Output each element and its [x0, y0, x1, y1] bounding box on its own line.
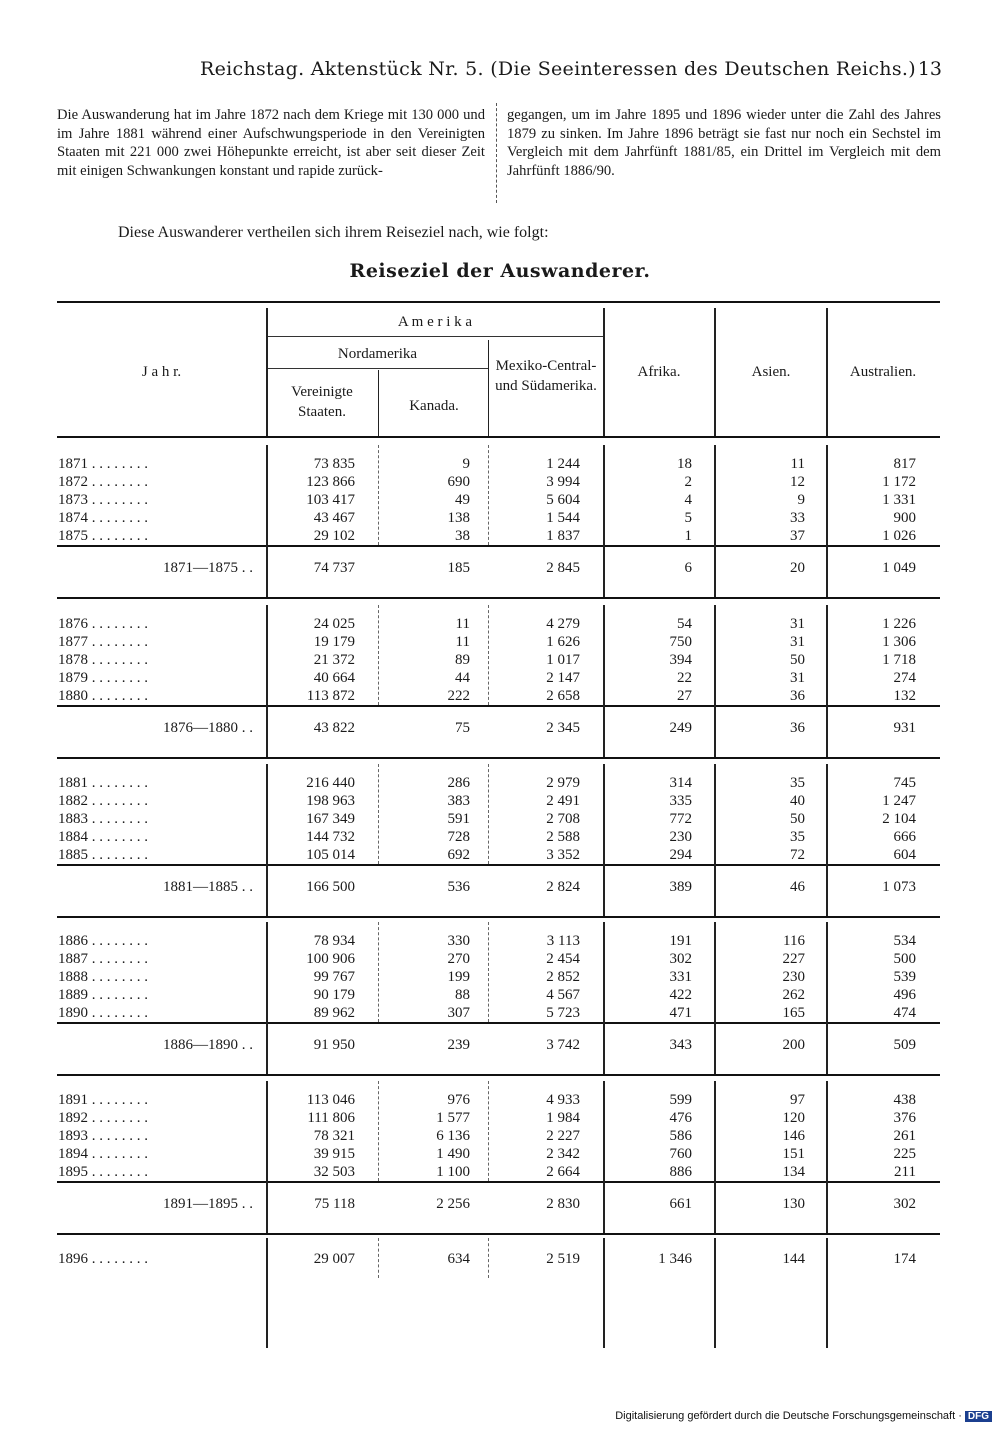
cell-mexico: 3 113 — [546, 933, 580, 949]
cell-mexico: 2 227 — [546, 1128, 580, 1144]
cell-canada: 536 — [447, 879, 470, 895]
cell-mexico: 2 342 — [546, 1146, 580, 1162]
body-vrule — [714, 605, 716, 757]
cell-asia: 12 — [790, 474, 805, 490]
final-vrule — [603, 1238, 605, 1348]
cell-usa: 21 372 — [313, 652, 355, 668]
cell-asia: 37 — [790, 528, 805, 544]
summary-rule — [57, 1181, 940, 1183]
cell-usa: 167 349 — [306, 811, 355, 827]
cell-canada: 690 — [447, 474, 470, 490]
cell-canada: 1 490 — [436, 1146, 470, 1162]
cell-asia: 134 — [782, 1164, 805, 1180]
cell-canada: 199 — [447, 969, 470, 985]
year-label: 1877 . . . . . . . . — [58, 634, 148, 650]
cell-africa: 394 — [669, 652, 692, 668]
cell-africa: 314 — [669, 775, 692, 791]
cell-asia: 97 — [790, 1092, 805, 1108]
cell-africa: 750 — [669, 634, 692, 650]
cell-canada: 88 — [455, 987, 470, 1003]
north-america-underline — [266, 368, 489, 369]
cell-australia: 261 — [893, 1128, 916, 1144]
body-vrule-dashed — [488, 445, 489, 545]
body-vrule — [714, 764, 716, 916]
cell-usa: 90 179 — [313, 987, 355, 1003]
cell-africa: 760 — [669, 1146, 692, 1162]
cell-asia: 50 — [790, 652, 805, 668]
cell-usa: 75 118 — [314, 1196, 355, 1212]
cell-australia: 1 172 — [882, 474, 916, 490]
cell-canada: 1 577 — [436, 1110, 470, 1126]
cell-canada: 270 — [447, 951, 470, 967]
body-vrule-dashed — [488, 764, 489, 864]
cell-usa: 43 467 — [313, 510, 355, 526]
cell-mexico: 3 742 — [546, 1037, 580, 1053]
summary-rule — [57, 864, 940, 866]
cell-usa: 19 179 — [313, 634, 355, 650]
body-vrule — [603, 445, 605, 597]
cell-canada: 9 — [462, 456, 470, 472]
header-bottom-rule — [57, 436, 940, 438]
cell-australia: 132 — [893, 688, 916, 704]
cell-asia: 165 — [782, 1005, 805, 1021]
body-vrule — [826, 605, 828, 757]
cell-usa: 123 866 — [306, 474, 355, 490]
year-label: 1888 . . . . . . . . — [58, 969, 148, 985]
final-vrule — [826, 1238, 828, 1348]
paragraph-left: Die Auswanderung hat im Jahre 1872 nach dem Kriege mit 130 000 und im Jahre 1881 während einer Aufschwungsperiode in den Vereinigten Staaten mit 221 000 zwei Höhepunkte erreicht, ist aber seit dieser Zeit mit einigen Schwankungen konstant und rapide zurück- — [57, 107, 485, 179]
cell-africa: 2 — [684, 474, 692, 490]
cell-canada: 6 136 — [436, 1128, 470, 1144]
footer-credit — [615, 1410, 992, 1422]
cell-usa: 29 102 — [313, 528, 355, 544]
body-vrule — [603, 922, 605, 1074]
body-vrule — [714, 445, 716, 597]
cell-canada: 75 — [455, 720, 470, 736]
cell-mexico: 2 664 — [546, 1164, 580, 1180]
cell-mexico: 5 604 — [546, 492, 580, 508]
cell-asia: 227 — [782, 951, 805, 967]
year-label: 1882 . . . . . . . . — [58, 793, 148, 809]
cell-mexico: 2 708 — [546, 811, 580, 827]
cell-asia: 31 — [790, 634, 805, 650]
year-label: 1893 . . . . . . . . — [58, 1128, 148, 1144]
footer-text: Digitalisierung gefördert durch die Deutsche Forschungsgemeinschaft · — [615, 1410, 962, 1422]
cell-mexico: 1 837 — [546, 528, 580, 544]
cell-africa: 22 — [677, 670, 692, 686]
cell-australia: 1 247 — [882, 793, 916, 809]
cell-africa: 389 — [669, 879, 692, 895]
body-vrule — [826, 764, 828, 916]
cell-asia: 33 — [790, 510, 805, 526]
cell-canada: 138 — [447, 510, 470, 526]
cell-africa: 661 — [669, 1196, 692, 1212]
cell-australia: 931 — [893, 720, 916, 736]
year-label: 1886 . . . . . . . . — [58, 933, 148, 949]
cell-australia: 1 026 — [882, 528, 916, 544]
cell-usa: 32 503 — [313, 1164, 355, 1180]
cell-usa: 24 025 — [313, 616, 355, 632]
body-vrule-dashed — [488, 605, 489, 705]
cell-australia: 745 — [893, 775, 916, 791]
header-mexico: Mexiko-Central- und Südamerika. — [495, 358, 597, 394]
year-label: 1896 . . . . . . . . — [58, 1251, 148, 1267]
cell-canada: 44 — [455, 670, 470, 686]
cell-mexico: 1 984 — [546, 1110, 580, 1126]
year-label: 1889 . . . . . . . . — [58, 987, 148, 1003]
year-label: 1881 . . . . . . . . — [58, 775, 148, 791]
cell-australia: 539 — [893, 969, 916, 985]
cell-australia: 211 — [894, 1164, 916, 1180]
body-vrule — [266, 605, 268, 757]
cell-asia: 262 — [782, 987, 805, 1003]
cell-usa: 99 767 — [313, 969, 355, 985]
cell-mexico: 2 519 — [546, 1251, 580, 1267]
cell-africa: 249 — [669, 720, 692, 736]
cell-asia: 20 — [790, 560, 805, 576]
cell-mexico: 3 352 — [546, 847, 580, 863]
summary-year-label: 1886—1890 . . — [163, 1037, 253, 1053]
cell-mexico: 2 658 — [546, 688, 580, 704]
year-label: 1885 . . . . . . . . — [58, 847, 148, 863]
cell-asia: 151 — [782, 1146, 805, 1162]
header-year: J a h r. — [141, 364, 182, 380]
cell-canada: 89 — [455, 652, 470, 668]
summary-rule — [57, 705, 940, 707]
cell-asia: 146 — [782, 1128, 805, 1144]
cell-asia: 46 — [790, 879, 805, 895]
cell-mexico: 1 017 — [546, 652, 580, 668]
cell-australia: 2 104 — [882, 811, 916, 827]
cell-canada: 2 256 — [436, 1196, 470, 1212]
cell-asia: 40 — [790, 793, 805, 809]
cell-canada: 692 — [447, 847, 470, 863]
final-vrule — [714, 1238, 716, 1348]
cell-australia: 474 — [893, 1005, 916, 1021]
cell-asia: 130 — [782, 1196, 805, 1212]
cell-usa: 105 014 — [306, 847, 355, 863]
summary-year-label: 1876—1880 . . — [163, 720, 253, 736]
cell-australia: 900 — [893, 510, 916, 526]
cell-asia: 230 — [782, 969, 805, 985]
cell-australia: 496 — [893, 987, 916, 1003]
table-top-rule — [57, 301, 940, 303]
cell-africa: 294 — [669, 847, 692, 863]
body-vrule — [603, 605, 605, 757]
cell-africa: 1 — [684, 528, 692, 544]
body-vrule-dashed — [488, 922, 489, 1022]
cell-africa: 331 — [669, 969, 692, 985]
cell-usa: 39 915 — [313, 1146, 355, 1162]
summary-rule — [57, 1022, 940, 1024]
cell-usa: 100 906 — [306, 951, 355, 967]
year-label: 1880 . . . . . . . . — [58, 688, 148, 704]
year-label: 1876 . . . . . . . . — [58, 616, 148, 632]
cell-australia: 225 — [893, 1146, 916, 1162]
body-vrule — [266, 1081, 268, 1233]
cell-mexico: 1 544 — [546, 510, 580, 526]
cell-africa: 772 — [669, 811, 692, 827]
cell-usa: 113 872 — [306, 688, 355, 704]
cell-australia: 174 — [893, 1251, 916, 1267]
cell-africa: 343 — [669, 1037, 692, 1053]
cell-australia: 534 — [893, 933, 916, 949]
cell-mexico: 2 491 — [546, 793, 580, 809]
cell-usa: 78 934 — [313, 933, 355, 949]
body-vrule — [603, 764, 605, 916]
cell-africa: 335 — [669, 793, 692, 809]
year-label: 1890 . . . . . . . . — [58, 1005, 148, 1021]
cell-usa: 103 417 — [306, 492, 355, 508]
cell-mexico: 3 994 — [546, 474, 580, 490]
cell-africa: 6 — [684, 560, 692, 576]
cell-asia: 50 — [790, 811, 805, 827]
cell-asia: 144 — [782, 1251, 805, 1267]
cell-mexico: 2 588 — [546, 829, 580, 845]
cell-africa: 302 — [669, 951, 692, 967]
cell-asia: 36 — [790, 688, 805, 704]
cell-africa: 586 — [669, 1128, 692, 1144]
cell-mexico: 2 979 — [546, 775, 580, 791]
year-label: 1874 . . . . . . . . — [58, 510, 148, 526]
summary-year-label: 1871—1875 . . — [163, 560, 253, 576]
cell-usa: 43 822 — [313, 720, 355, 736]
cell-australia: 1 226 — [882, 616, 916, 632]
body-vrule-dashed — [378, 1081, 379, 1181]
cell-usa: 144 732 — [306, 829, 355, 845]
cell-asia: 11 — [790, 456, 805, 472]
body-vrule — [266, 764, 268, 916]
final-vrule-dashed — [488, 1238, 489, 1278]
cell-australia: 1 718 — [882, 652, 916, 668]
cell-usa: 89 962 — [313, 1005, 355, 1021]
cell-canada: 185 — [447, 560, 470, 576]
dfg-logo: DFG — [965, 1411, 992, 1422]
group-separator-rule — [57, 757, 940, 759]
cell-canada: 307 — [447, 1005, 470, 1021]
year-label: 1891 . . . . . . . . — [58, 1092, 148, 1108]
cell-canada: 239 — [447, 1037, 470, 1053]
cell-australia: 817 — [893, 456, 916, 472]
cell-africa: 5 — [684, 510, 692, 526]
cell-australia: 1 073 — [882, 879, 916, 895]
america-underline — [266, 336, 604, 337]
year-label: 1872 . . . . . . . . — [58, 474, 148, 490]
cell-asia: 36 — [790, 720, 805, 736]
cell-canada: 49 — [455, 492, 470, 508]
cell-africa: 18 — [677, 456, 692, 472]
cell-asia: 116 — [783, 933, 805, 949]
cell-africa: 230 — [669, 829, 692, 845]
cell-usa: 216 440 — [306, 775, 355, 791]
cell-asia: 200 — [782, 1037, 805, 1053]
cell-australia: 666 — [893, 829, 916, 845]
cell-canada: 383 — [447, 793, 470, 809]
table-title: Reiseziel der Auswanderer. — [349, 260, 651, 282]
cell-canada: 330 — [447, 933, 470, 949]
cell-mexico: 2 852 — [546, 969, 580, 985]
body-vrule — [826, 445, 828, 597]
year-label: 1875 . . . . . . . . — [58, 528, 148, 544]
cell-africa: 1 346 — [658, 1251, 692, 1267]
cell-mexico: 4 279 — [546, 616, 580, 632]
column-divider — [496, 103, 497, 203]
cell-mexico: 2 845 — [546, 560, 580, 576]
intro-sentence: Diese Auswanderer vertheilen sich ihrem Reiseziel nach, wie folgt: — [118, 224, 549, 241]
header-america: A m e r i k a — [397, 314, 473, 330]
cell-mexico: 1 244 — [546, 456, 580, 472]
year-label: 1878 . . . . . . . . — [58, 652, 148, 668]
summary-year-label: 1881—1885 . . — [163, 879, 253, 895]
cell-canada: 976 — [447, 1092, 470, 1108]
cell-canada: 11 — [455, 616, 470, 632]
summary-rule — [57, 545, 940, 547]
cell-africa: 4 — [684, 492, 692, 508]
cell-africa: 422 — [669, 987, 692, 1003]
cell-mexico: 2 454 — [546, 951, 580, 967]
header-vrule-usa — [378, 370, 379, 436]
group-separator-rule — [57, 1074, 940, 1076]
cell-canada: 634 — [447, 1251, 470, 1267]
cell-africa: 476 — [669, 1110, 692, 1126]
cell-africa: 191 — [669, 933, 692, 949]
year-label: 1871 . . . . . . . . — [58, 456, 148, 472]
final-vrule-dashed — [378, 1238, 379, 1278]
cell-mexico: 2 345 — [546, 720, 580, 736]
cell-canada: 286 — [447, 775, 470, 791]
cell-mexico: 2 147 — [546, 670, 580, 686]
cell-africa: 27 — [677, 688, 692, 704]
cell-mexico: 5 723 — [546, 1005, 580, 1021]
cell-australia: 500 — [893, 951, 916, 967]
cell-australia: 1 049 — [882, 560, 916, 576]
cell-mexico: 4 933 — [546, 1092, 580, 1108]
cell-usa: 29 007 — [313, 1251, 355, 1267]
cell-australia: 438 — [893, 1092, 916, 1108]
cell-canada: 222 — [447, 688, 470, 704]
cell-australia: 604 — [893, 847, 916, 863]
body-vrule — [714, 1081, 716, 1233]
cell-africa: 599 — [669, 1092, 692, 1108]
body-vrule — [603, 1081, 605, 1233]
body-vrule-dashed — [378, 605, 379, 705]
cell-asia: 72 — [790, 847, 805, 863]
cell-asia: 31 — [790, 616, 805, 632]
cell-usa: 78 321 — [313, 1128, 355, 1144]
page-number: 13 — [917, 58, 942, 80]
cell-usa: 166 500 — [306, 879, 355, 895]
cell-australia: 1 306 — [882, 634, 916, 650]
body-vrule-dashed — [488, 1081, 489, 1181]
summary-year-label: 1891—1895 . . — [163, 1196, 253, 1212]
cell-usa: 113 046 — [306, 1092, 355, 1108]
cell-mexico: 2 824 — [546, 879, 580, 895]
cell-asia: 120 — [782, 1110, 805, 1126]
cell-canada: 728 — [447, 829, 470, 845]
cell-africa: 471 — [669, 1005, 692, 1021]
header-africa: Afrika. — [637, 364, 681, 380]
group-separator-rule — [57, 1233, 940, 1235]
body-vrule — [826, 1081, 828, 1233]
cell-usa: 73 835 — [313, 456, 355, 472]
cell-australia: 274 — [893, 670, 916, 686]
cell-canada: 591 — [447, 811, 470, 827]
year-label: 1873 . . . . . . . . — [58, 492, 148, 508]
year-label: 1894 . . . . . . . . — [58, 1146, 148, 1162]
cell-usa: 91 950 — [313, 1037, 355, 1053]
cell-mexico: 1 626 — [546, 634, 580, 650]
year-label: 1887 . . . . . . . . — [58, 951, 148, 967]
cell-asia: 35 — [790, 775, 805, 791]
cell-asia: 31 — [790, 670, 805, 686]
cell-australia: 1 331 — [882, 492, 916, 508]
cell-canada: 1 100 — [436, 1164, 470, 1180]
cell-australia: 509 — [893, 1037, 916, 1053]
cell-africa: 54 — [677, 616, 692, 632]
year-label: 1895 . . . . . . . . — [58, 1164, 148, 1180]
year-label: 1884 . . . . . . . . — [58, 829, 148, 845]
year-label: 1883 . . . . . . . . — [58, 811, 148, 827]
body-vrule — [714, 922, 716, 1074]
running-header: Reichstag. Aktenstück Nr. 5. (Die Seeinteressen des Deutschen Reichs.) — [200, 58, 916, 80]
cell-usa: 198 963 — [306, 793, 355, 809]
cell-mexico: 4 567 — [546, 987, 580, 1003]
header-australia: Australien. — [849, 364, 917, 380]
header-usa: Vereinigte Staaten. — [291, 384, 353, 420]
cell-australia: 302 — [893, 1196, 916, 1212]
body-vrule-dashed — [378, 445, 379, 545]
group-separator-rule — [57, 597, 940, 599]
cell-usa: 74 737 — [313, 560, 355, 576]
header-asia: Asien. — [751, 364, 791, 380]
body-vrule-dashed — [378, 764, 379, 864]
header-canada: Kanada. — [409, 398, 459, 414]
header-north-america: Nordamerika — [337, 346, 418, 362]
final-vrule — [266, 1238, 268, 1348]
body-vrule — [266, 445, 268, 597]
cell-asia: 35 — [790, 829, 805, 845]
body-vrule — [826, 922, 828, 1074]
year-label: 1879 . . . . . . . . — [58, 670, 148, 686]
cell-asia: 9 — [797, 492, 805, 508]
cell-usa: 111 806 — [307, 1110, 355, 1126]
cell-mexico: 2 830 — [546, 1196, 580, 1212]
cell-canada: 11 — [455, 634, 470, 650]
body-vrule-dashed — [378, 922, 379, 1022]
cell-australia: 376 — [893, 1110, 916, 1126]
cell-africa: 886 — [669, 1164, 692, 1180]
year-label: 1892 . . . . . . . . — [58, 1110, 148, 1126]
cell-usa: 40 664 — [313, 670, 355, 686]
group-separator-rule — [57, 916, 940, 918]
paragraph-right: gegangen, um im Jahre 1895 und 1896 wieder unter die Zahl des Jahres 1879 zu sinken. Im Jahre 1896 beträgt sie fast nur noch ein Sechstel im Vergleich mit dem Jahrfünft 1881/85, ein Drittel im Vergleich mit dem Jahrfünft 1886/90. — [507, 107, 941, 179]
body-vrule — [266, 922, 268, 1074]
cell-canada: 38 — [455, 528, 470, 544]
